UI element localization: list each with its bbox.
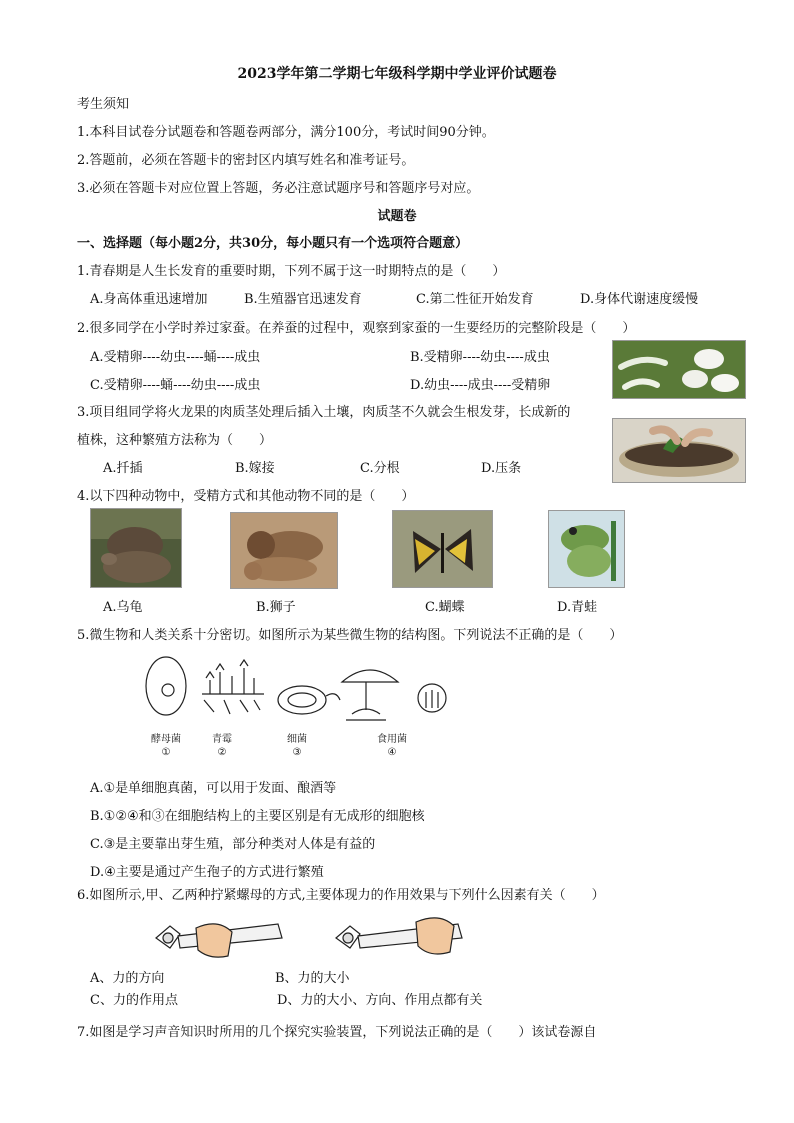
q1-option-c: C.第二性征开始发育 [416,292,534,307]
q6-option-a: A、力的方向 [90,971,165,986]
fig-number-3: ③ [292,747,302,758]
notice-item: 1.本科目试卷分试题卷和答题卷两部分，满分100分，考试时间90分钟。 [77,125,495,140]
page-title: 2023学年第二学期七年级科学期中学业评价试题卷 [237,66,557,82]
butterfly-photo [392,510,493,588]
q4-stem: 4.以下四种动物中，受精方式和其他动物不同的是（ ） [77,489,415,504]
notice-item: 2.答题前，必须在答题卡的密封区内填写姓名和准考证号。 [77,153,415,168]
q5-stem: 5.微生物和人类关系十分密切。如图所示为某些微生物的结构图。下列说法不正确的是（ ） [77,628,623,643]
notice-heading: 考生须知 [77,97,130,112]
q7-stem: 7.如图是学习声音知识时所用的几个探究实验装置，下列说法正确的是（ ）该试卷源自 [77,1025,597,1040]
paper-label: 试题卷 [377,209,417,224]
tortoise-photo [90,508,182,588]
section-heading: 一、选择题（每小题2分，共30分，每小题只有一个选项符合题意） [77,236,469,251]
q5-option-a: A.①是单细胞真菌，可以用于发面、酿酒等 [90,781,337,796]
q1-stem: 1.青春期是人生长发育的重要时期，下列不属于这一时期特点的是（ ） [77,264,506,279]
fig-label-bacteria: 细菌 [287,734,307,745]
q4-option-b: B.狮子 [256,600,296,615]
q3-stem-line1: 3.项目组同学将火龙果的肉质茎处理后插入土壤，肉质茎不久就会生根发芽，长成新的 [77,405,571,420]
lion-photo [230,512,338,589]
q1-option-d: D.身体代谢速度缓慢 [580,292,699,307]
q2-option-c: C.受精卵----蛹----幼虫----成虫 [90,378,261,393]
fig-number-1: ① [161,747,171,758]
q2-stem: 2.很多同学在小学时养过家蚕。在养蚕的过程中，观察到家蚕的一生要经历的完整阶段是（ ） [77,321,636,336]
cutting-photo [612,418,746,483]
wrench-figure [148,910,468,966]
q6-option-c: C、力的作用点 [90,993,178,1008]
q3-option-d: D.压条 [481,461,522,476]
q3-option-c: C.分根 [360,461,400,476]
q4-option-d: D.青蛙 [557,600,598,615]
frog-photo [548,510,625,588]
q2-option-d: D.幼虫----成虫----受精卵 [410,378,551,393]
q3-option-b: B.嫁接 [235,461,275,476]
fig-label-yeast: 酵母菌 [151,734,181,745]
q6-stem: 6.如图所示,甲、乙两种拧紧螺母的方式,主要体现力的作用效果与下列什么因素有关（ ） [77,888,605,903]
q5-option-d: D.④主要是通过产生孢子的方式进行繁殖 [90,865,324,880]
q1-option-a: A.身高体重迅速增加 [90,292,208,307]
q5-option-b: B.①②④和③在细胞结构上的主要区别是有无成形的细胞核 [90,809,425,824]
fig-number-2: ② [217,747,227,758]
q1-option-b: B.生殖器官迅速发育 [244,292,362,307]
q5-option-c: C.③是主要靠出芽生殖，部分种类对人体是有益的 [90,837,376,852]
fig-label-mushroom: 食用菌 [377,734,407,745]
notice-item: 3.必须在答题卡对应位置上答题，务必注意试题序号和答题序号对应。 [77,181,480,196]
q4-option-a: A.乌龟 [103,600,143,615]
q3-stem-line2: 植株，这种繁殖方法称为（ ） [77,433,273,448]
fig-label-penicillium: 青霉 [212,734,232,745]
q3-option-a: A.扦插 [103,461,143,476]
q2-option-b: B.受精卵----幼虫----成虫 [410,350,550,365]
fig-number-4: ④ [387,747,397,758]
silkworm-photo [612,340,746,399]
microbe-figure [140,652,460,724]
q6-option-d: D、力的大小、方向、作用点都有关 [277,993,483,1008]
q2-option-a: A.受精卵----幼虫----蛹----成虫 [90,350,261,365]
q6-option-b: B、力的大小 [275,971,350,986]
q4-option-c: C.蝴蝶 [425,600,465,615]
